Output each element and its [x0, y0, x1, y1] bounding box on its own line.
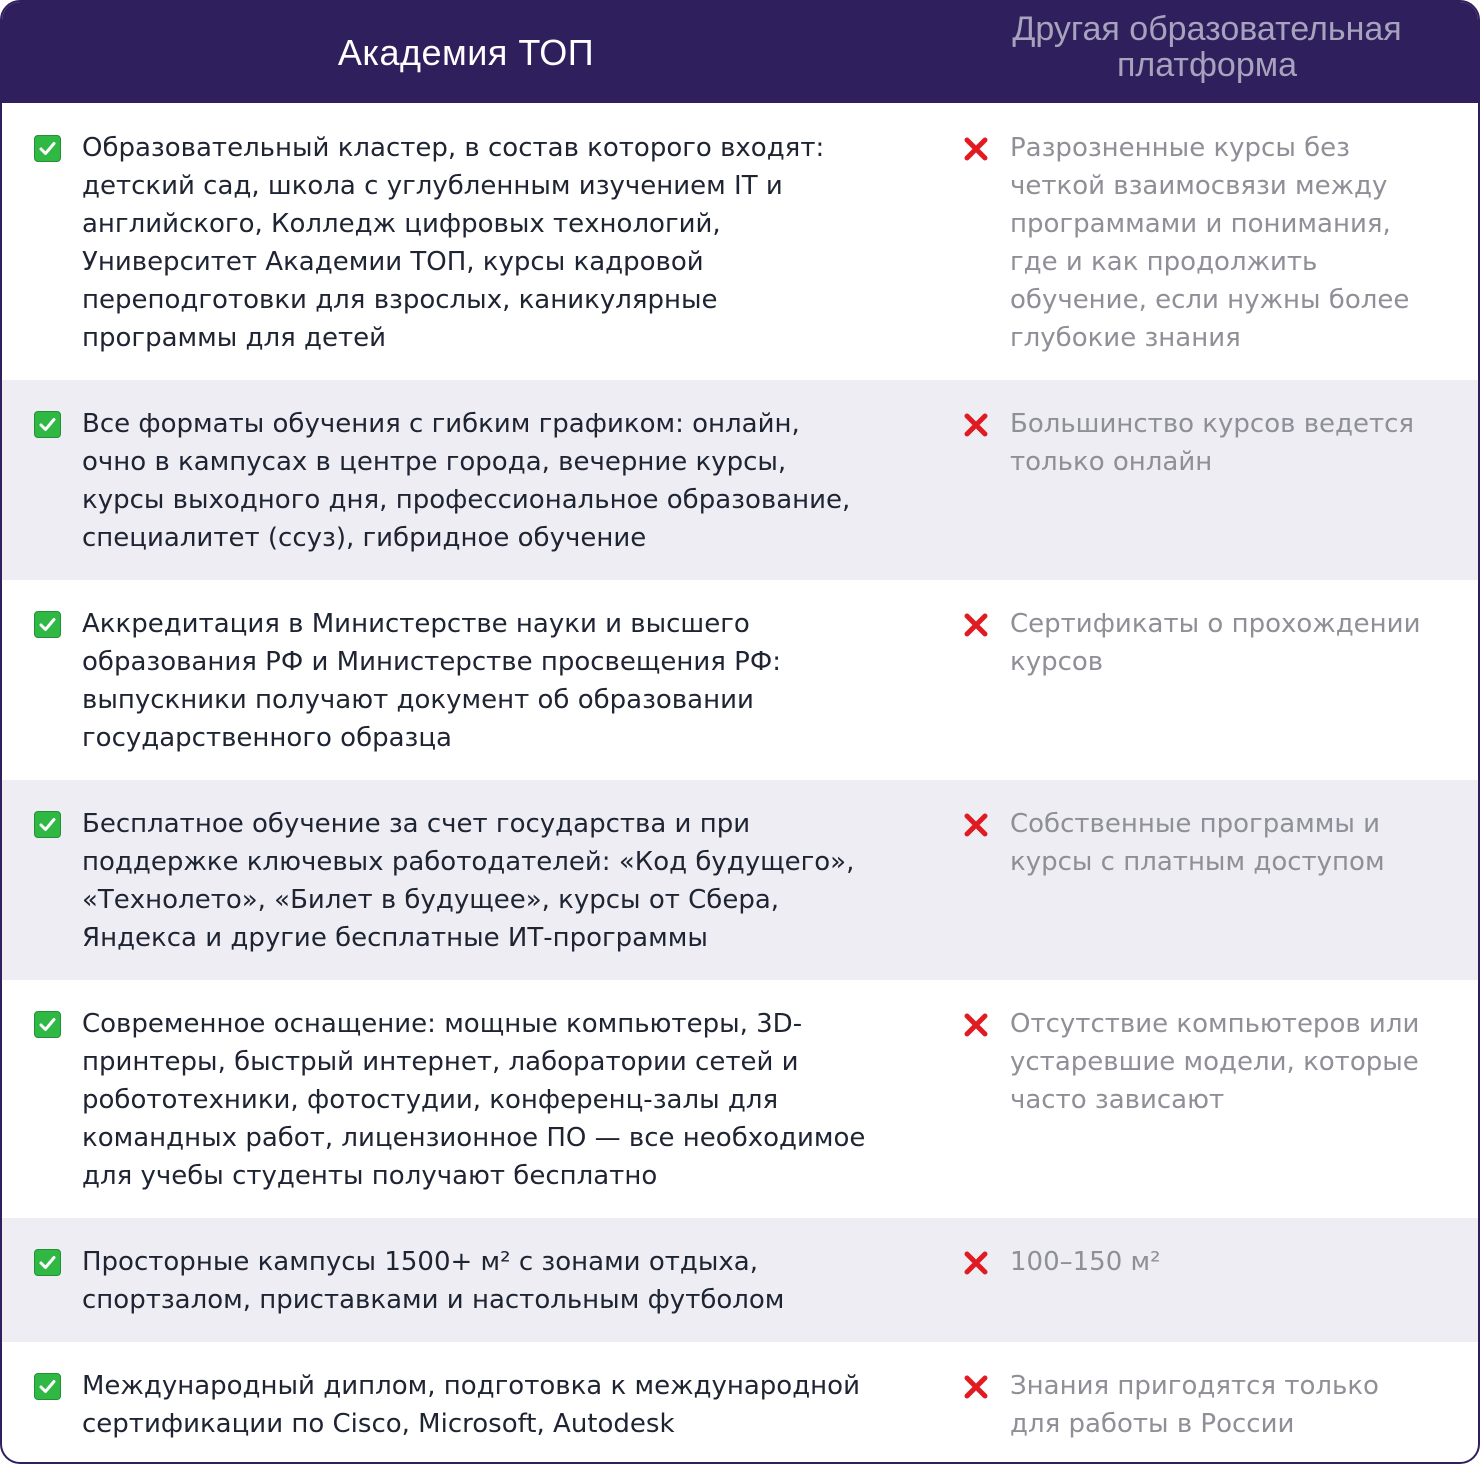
cross-icon	[962, 611, 990, 639]
table-header	[2, 2, 1478, 103]
check-icon	[34, 1249, 61, 1276]
other-platform-text: 100–150 м²	[1010, 1247, 1161, 1277]
table-row	[2, 1342, 1478, 1462]
check-icon	[34, 611, 61, 638]
table-row	[2, 580, 1478, 780]
other-platform-text: Отсутствие компьютеров или устаревшие модели, которые часто зависают	[1010, 1009, 1420, 1115]
cross-icon	[962, 1011, 990, 1039]
academy-feature-text: Просторные кампусы 1500+ м² с зонами отдыха, спортзалом, приставками и настольным футболом	[82, 1247, 785, 1315]
other-platform-text: Сертификаты о прохождении курсов	[1010, 609, 1421, 677]
other-platform-text: Разрозненные курсы без четкой взаимосвязи между программами и понимания, где и как продолжить обучение, если нужны более глубокие знания	[1010, 133, 1410, 353]
academy-feature-text: Бесплатное обучение за счет государства и при поддержке ключевых работодателей: «Код будущего», «Технолето», «Билет в будущее», курсы от Сбера, Яндекса и другие бесплатные ИТ-программы	[82, 809, 855, 953]
cross-icon	[962, 1249, 990, 1277]
academy-feature-text: Образовательный кластер, в состав которого входят: детский сад, школа с углубленным изучением IT и английского, Колледж цифровых технологий, Университет Академии ТОП, курсы кадровой переподготовки для взрослых, каникулярные программы для детей	[82, 133, 825, 353]
table-row	[2, 780, 1478, 980]
cross-icon	[962, 1373, 990, 1401]
academy-feature-text: Все форматы обучения с гибким графиком: онлайн, очно в кампусах в центре города, вечерние курсы, курсы выходного дня, профессиональное образование, специалитет (ссуз), гибридное обучение	[82, 409, 851, 553]
check-icon	[34, 135, 61, 162]
academy-feature-text: Современное оснащение: мощные компьютеры, 3D- принтеры, быстрый интернет, лаборатории сетей и робототехники, фотостудии, конференц-залы для командных работ, лицензионное ПО — все необходимое для учебы студенты получают бесплатно	[82, 1009, 866, 1191]
header-other-platform: Другая образовательная платформа	[1012, 9, 1402, 84]
header-academy-top: Академия ТОП	[337, 31, 595, 73]
check-icon	[34, 1373, 61, 1400]
academy-feature-text: Международный диплом, подготовка к международной сертификации по Cisco, Microsoft, Autodesk	[82, 1371, 860, 1439]
cross-icon	[962, 811, 990, 839]
check-icon	[34, 811, 61, 838]
check-icon	[34, 411, 61, 438]
table-row	[2, 103, 1478, 380]
academy-feature-text: Аккредитация в Министерстве науки и высшего образования РФ и Министерстве просвещения РФ: выпускники получают документ об образовании государственного образца	[82, 609, 781, 753]
table-row	[2, 1218, 1478, 1342]
check-icon	[34, 1011, 61, 1038]
other-platform-text: Большинство курсов ведется только онлайн	[1010, 409, 1415, 477]
other-platform-text: Знания пригодятся только для работы в России	[1010, 1371, 1379, 1439]
other-platform-text: Собственные программы и курсы с платным доступом	[1010, 809, 1385, 877]
table-row	[2, 980, 1478, 1218]
table-row	[2, 380, 1478, 580]
cross-icon	[962, 411, 990, 439]
cross-icon	[962, 135, 990, 163]
